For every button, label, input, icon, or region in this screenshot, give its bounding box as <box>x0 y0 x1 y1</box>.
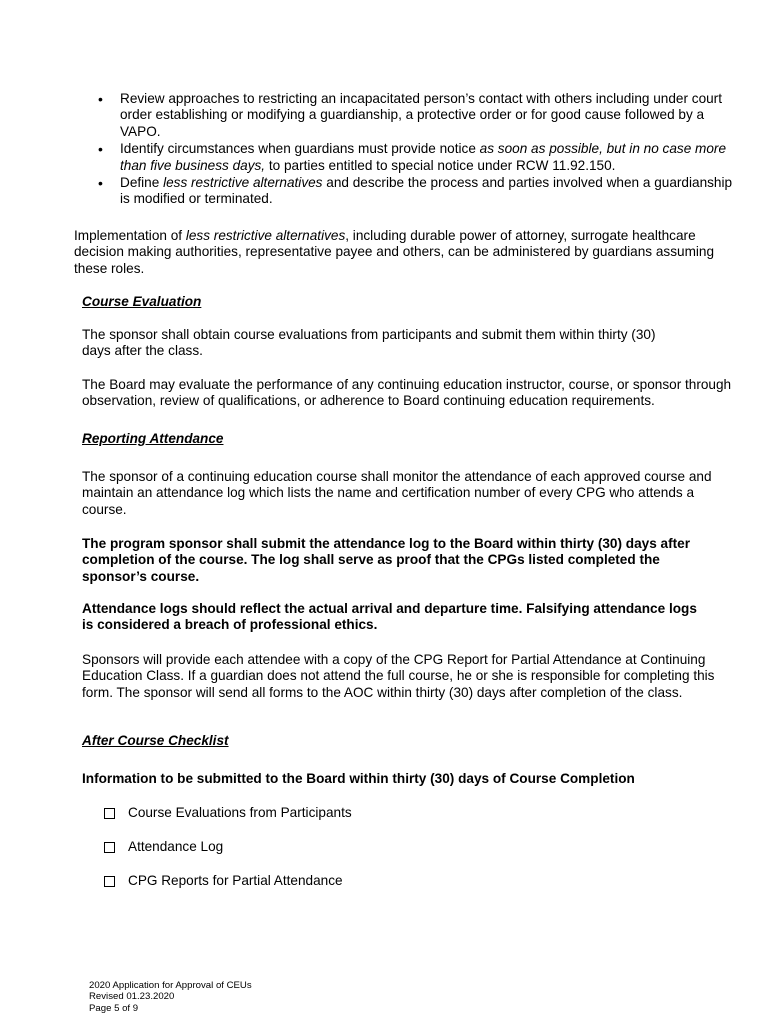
footer-title: 2020 Application for Approval of CEUs <box>89 980 252 991</box>
after-course-checklist <box>104 805 352 907</box>
course-evaluation-heading: Course Evaluation <box>82 294 202 309</box>
checklist-item: Course Evaluations from Participants <box>104 805 352 821</box>
checkbox-icon[interactable] <box>104 808 115 819</box>
list-item: • Identify circumstances when guardians must provide notice as soon as possible, but in no case more than five business days, to parties entitled to special notice under RCW 11.92.150. <box>98 141 727 173</box>
board-evaluation-paragraph: The Board may evaluate the performance of any continuing education instructor, course, or sponsor through observation, review of qualifications, or adherence to Board continuing education requirements. <box>82 377 732 409</box>
bullet-icon: • <box>98 141 103 158</box>
objectives-list <box>96 91 736 209</box>
attendance-ethics-paragraph: Attendance logs should reflect the actual arrival and departure time. Falsifying attendance logs is considered a breach of professional ethics. <box>82 601 697 633</box>
attendance-monitor-paragraph: The sponsor of a continuing education course shall monitor the attendance of each approved course and maintain an attendance log which lists the name and certification number of every CPG who attends a course. <box>82 469 712 517</box>
bullet-icon: • <box>98 91 103 107</box>
reporting-attendance-heading: Reporting Attendance <box>82 431 224 446</box>
checklist-item: CPG Reports for Partial Attendance <box>104 873 352 889</box>
after-course-checklist-heading: After Course Checklist <box>82 733 229 748</box>
implementation-paragraph: Implementation of less restrictive alternatives, including durable power of attorney, surrogate healthcare decision making authorities, representative payee and others, can be administered by guardians assuming these roles. <box>74 228 715 276</box>
list-item: • Review approaches to restricting an incapacitated person’s contact with others including under court order establishing or modifying a guardianship, a protective order or for good cause followed by a VAPO. <box>98 91 722 139</box>
checkbox-icon[interactable] <box>104 842 115 853</box>
attendance-log-submission-paragraph: The program sponsor shall submit the attendance log to the Board within thirty (30) days after completion of the course. The log shall serve as proof that the CPGs listed completed the sponsor’s course. <box>82 536 691 584</box>
bullet-icon: • <box>98 175 103 192</box>
footer-revision: Revised 01.23.2020 <box>89 991 175 1003</box>
checkbox-icon[interactable] <box>104 876 115 887</box>
list-item: • Define less restrictive alternatives and describe the process and parties involved when a guardianship is modified or terminated. <box>98 175 733 207</box>
course-evaluation-paragraph: The sponsor shall obtain course evaluations from participants and submit them within thirty (30) days after the class. <box>82 327 656 359</box>
checklist-intro: Information to be submitted to the Board within thirty (30) days of Course Completion <box>82 771 635 786</box>
footer-page-number: Page 5 of 9 <box>89 1002 139 1014</box>
checklist-item: Attendance Log <box>104 839 352 855</box>
partial-attendance-paragraph: Sponsors will provide each attendee with a copy of the CPG Report for Partial Attendance at Continuing Education Class. If a guardian does not attend the full course, he or she is responsible for completing this form. The sponsor will send all forms to the AOC within thirty (30) days after completion of the class. <box>82 652 715 700</box>
page-footer <box>89 980 252 1014</box>
